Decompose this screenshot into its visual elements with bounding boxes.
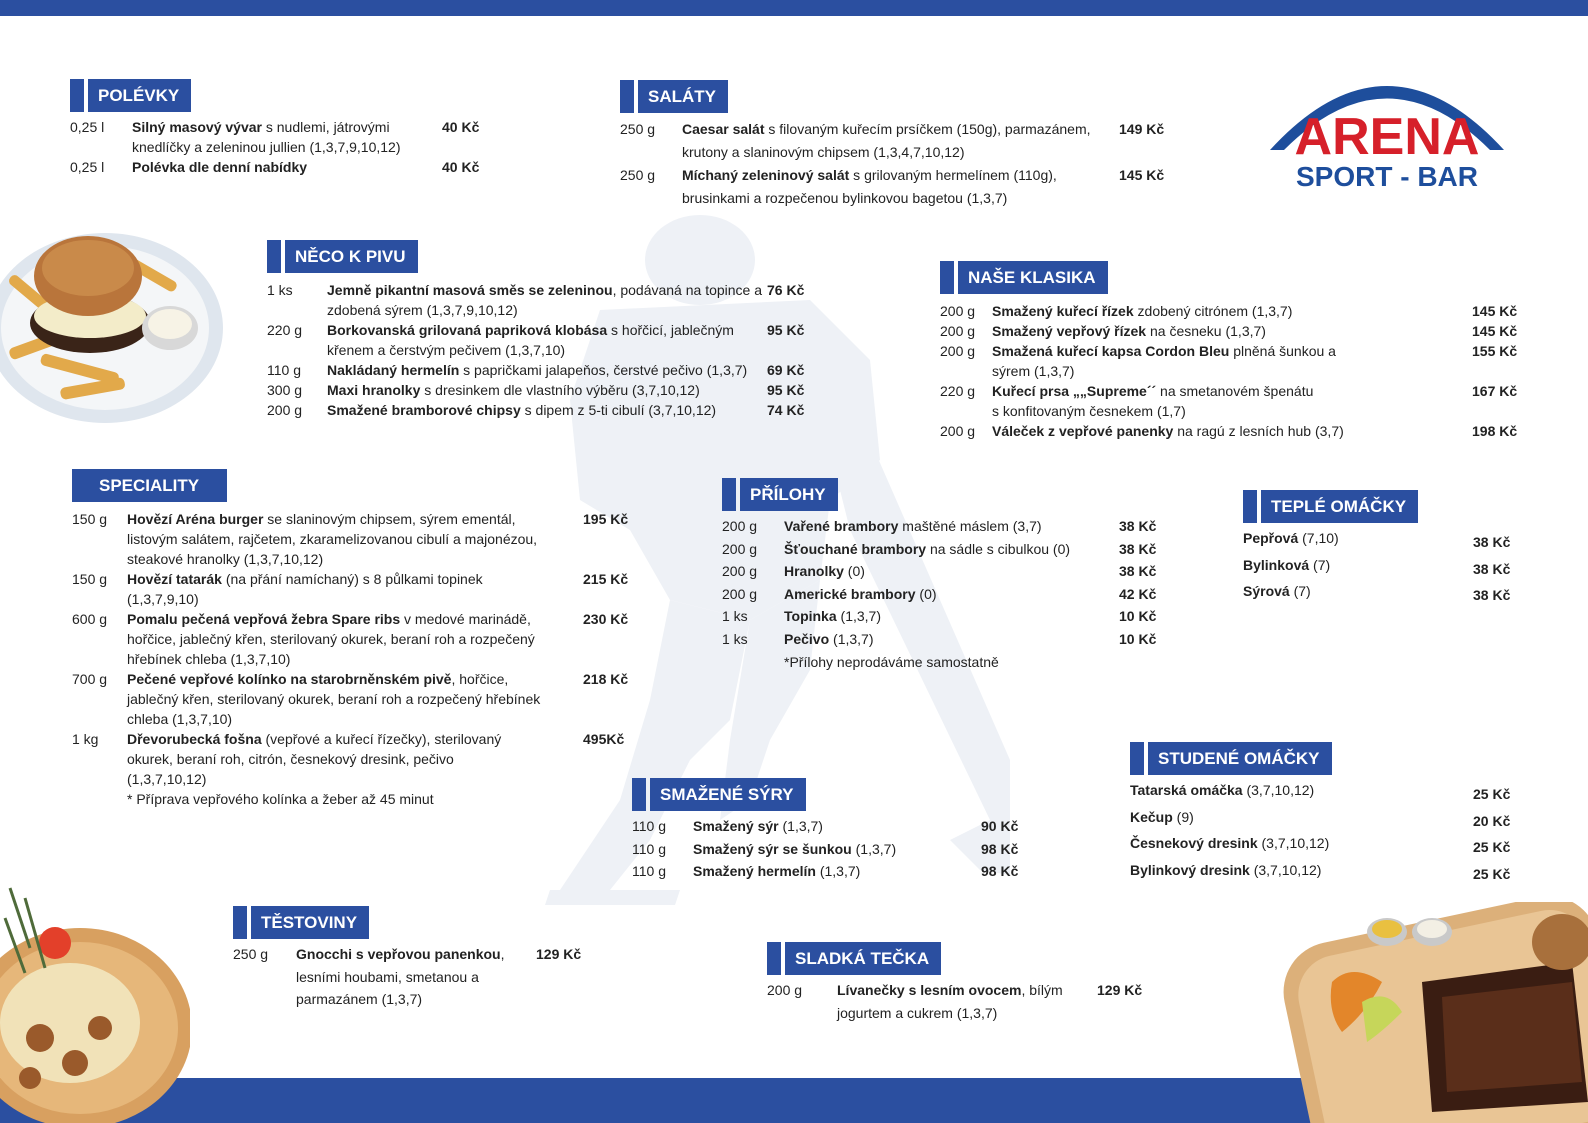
section-header xyxy=(70,79,490,112)
section-header xyxy=(940,261,1520,294)
section-header xyxy=(767,942,1167,975)
item-qty: 200 g xyxy=(940,343,976,359)
menu-item xyxy=(722,560,1182,583)
menu-item xyxy=(722,605,1182,628)
item-name: Smažené bramborové chipsy xyxy=(327,402,521,418)
item-name: Šťouchané brambory xyxy=(784,540,927,557)
section-header xyxy=(233,906,613,939)
item-name: Smažený kuřecí řízek xyxy=(992,303,1134,319)
item-price: 129 Kč xyxy=(536,946,582,962)
item-price: 76 Kč xyxy=(767,282,805,298)
item-desc: na ragú z lesních hub (3,7) xyxy=(1173,423,1344,439)
item-name: Lívanečky s lesním ovocem xyxy=(837,982,1022,998)
section-smazene-syry xyxy=(632,778,1052,883)
item-qty: 700 g xyxy=(72,671,108,687)
item-qty: 200 g xyxy=(267,402,303,418)
section-note: * Příprava vepřového kolínka a žeber až 45 minut xyxy=(127,791,434,807)
item-price: 10 Kč xyxy=(1119,630,1157,647)
item-name: Pepřová xyxy=(1243,530,1299,546)
item-desc: (1,3,7) xyxy=(829,630,874,647)
item-qty: 220 g xyxy=(940,383,976,399)
menu-item xyxy=(632,838,1052,861)
menu-item xyxy=(620,164,1180,210)
menu-item xyxy=(233,943,613,1011)
menu-item xyxy=(767,979,1167,1024)
item-name: Sýrová xyxy=(1243,583,1290,599)
item-name: Vařené brambory xyxy=(784,518,899,534)
item-desc: s grilovaným hermelínem (110g), brusinkami a rozpečenou bylinkovou bagetou (1,3,7) xyxy=(682,167,1057,206)
item-qty: 300 g xyxy=(267,382,303,398)
item-desc: s dresinkem dle vlastního výběru (3,7,10,12) xyxy=(420,382,700,398)
item-price: 69 Kč xyxy=(767,362,805,378)
menu-item xyxy=(1130,779,1530,806)
item-name: Silný masový vývar xyxy=(132,119,262,135)
item-name: Česnekový dresink xyxy=(1130,835,1258,851)
menu-item xyxy=(267,380,827,400)
section-header xyxy=(1130,742,1530,775)
menu-item xyxy=(267,280,827,320)
item-name: Váleček z vepřové panenky xyxy=(992,423,1174,439)
item-desc: (3,7,10,12) xyxy=(1249,861,1322,878)
ribs-photo xyxy=(1272,902,1588,1123)
item-price: 95 Kč xyxy=(767,322,805,338)
item-desc: (7) xyxy=(1309,556,1331,573)
item-price: 25 Kč xyxy=(1473,839,1511,855)
item-desc: s hořčicí, jablečným křenem a čerstvým pečivem (1,3,7,10) xyxy=(327,322,734,358)
item-desc: (1,3,7) xyxy=(815,863,861,879)
section-header xyxy=(620,80,1180,113)
item-name: Smažený sýr xyxy=(693,818,779,834)
item-price: 129 Kč xyxy=(1097,982,1143,998)
section-nase-klasika xyxy=(940,261,1520,441)
section-polevky xyxy=(70,79,490,177)
item-qty: 1 kg xyxy=(72,731,99,747)
menu-item xyxy=(72,729,652,789)
item-price: 198 Kč xyxy=(1472,423,1518,439)
item-name: Smažený sýr se šunkou xyxy=(693,840,852,857)
item-desc: (3,7,10,12) xyxy=(1257,835,1330,851)
section-title: SPECIALITY xyxy=(72,469,227,502)
menu-item xyxy=(72,509,652,569)
menu-item xyxy=(620,118,1180,164)
item-name: Hovězí tatarák xyxy=(127,571,222,587)
item-price: 155 Kč xyxy=(1472,343,1518,359)
item-qty: 1 ks xyxy=(722,630,748,647)
item-name: Polévka dle denní nabídky xyxy=(132,159,308,175)
item-qty: 600 g xyxy=(72,611,108,627)
item-qty: 200 g xyxy=(722,585,758,602)
item-price: 42 Kč xyxy=(1119,585,1157,602)
item-qty: 200 g xyxy=(722,518,758,534)
menu-item xyxy=(632,815,1052,838)
section-neco-k-pivu xyxy=(267,240,827,420)
item-name: Pomalu pečená vepřová žebra Spare ribs xyxy=(127,611,401,627)
item-name: Nakládaný hermelín xyxy=(327,362,460,378)
menu-item xyxy=(267,320,827,360)
item-price: 218 Kč xyxy=(583,671,629,687)
item-price: 74 Kč xyxy=(767,402,805,418)
menu-item xyxy=(1243,554,1533,581)
menu-item xyxy=(722,538,1182,561)
item-qty: 220 g xyxy=(267,322,303,338)
item-price: 149 Kč xyxy=(1119,121,1165,137)
item-desc: v medové marinádě, hořčice, jablečný křen, sterilovaný okurek, beraní roh a rozpečený hřebínek chleba (1,3,7,10) xyxy=(127,611,535,667)
item-price: 20 Kč xyxy=(1473,812,1511,829)
item-desc: s filovaným kuřecím prsíčkem (150g), parmazánem, krutony a slaninovým chipsem (1,3,4,7,10,12) xyxy=(682,121,1091,160)
section-title: SMAŽENÉ SÝRY xyxy=(650,778,806,811)
section-title: TĚSTOVINY xyxy=(251,906,369,939)
item-price: 145 Kč xyxy=(1472,323,1518,339)
item-desc: na smetanovém špenátu s konfitovaným česnekem (1,7) xyxy=(992,383,1314,419)
item-name: Caesar salát xyxy=(682,121,765,137)
menu-item xyxy=(940,301,1520,321)
item-desc: maštěné máslem (3,7) xyxy=(898,518,1042,534)
item-desc: (0) xyxy=(915,585,937,602)
item-price: 495Kč xyxy=(583,731,625,747)
item-name: Bylinkový dresink xyxy=(1130,861,1250,878)
item-price: 145 Kč xyxy=(1472,303,1518,319)
item-name: Bylinková xyxy=(1243,556,1310,573)
item-qty: 150 g xyxy=(72,511,108,527)
item-price: 38 Kč xyxy=(1473,587,1511,603)
item-desc: , hořčice, jablečný křen, sterilovaný okurek, beraní roh a rozpečený hřebínek chleba (1,3,7,10) xyxy=(127,671,541,727)
item-qty: 200 g xyxy=(940,423,976,439)
menu-item xyxy=(722,583,1182,606)
menu-item xyxy=(267,400,827,420)
item-name: Dřevorubecká fošna xyxy=(127,731,262,747)
section-prilohy xyxy=(722,478,1182,674)
menu-item xyxy=(72,569,652,609)
menu-item xyxy=(940,341,1520,381)
item-name: Smažený vepřový řízek xyxy=(992,323,1147,339)
item-name: Smažený hermelín xyxy=(693,863,816,879)
item-desc: , podávaná na topince a zdobená sýrem (1,3,7,9,10,12) xyxy=(327,282,763,318)
menu-item xyxy=(1130,832,1530,859)
item-qty: 110 g xyxy=(267,362,301,378)
item-price: 98 Kč xyxy=(981,840,1019,857)
item-desc: , lesními houbami, smetanou a parmazánem (1,3,7) xyxy=(296,946,505,1007)
item-desc: (1,3,7) xyxy=(836,608,881,624)
menu-item xyxy=(72,609,652,669)
item-desc: (0) xyxy=(843,563,865,579)
item-qty: 110 g xyxy=(632,818,666,834)
item-qty: 110 g xyxy=(632,863,666,879)
item-price: 25 Kč xyxy=(1473,865,1511,882)
menu-item xyxy=(70,157,490,177)
item-name: Gnocchi s vepřovou panenkou xyxy=(296,946,501,962)
item-price: 167 Kč xyxy=(1472,383,1518,399)
menu-item xyxy=(1243,580,1533,607)
item-name: Kečup xyxy=(1130,808,1173,825)
menu-item xyxy=(70,117,490,157)
burger-photo xyxy=(0,228,225,428)
item-qty: 200 g xyxy=(940,303,976,319)
section-teple-omacky xyxy=(1243,490,1533,607)
section-title: PŘÍLOHY xyxy=(740,478,838,511)
item-name: Hranolky xyxy=(784,563,844,579)
menu-item xyxy=(940,381,1520,421)
arena-logo xyxy=(1262,62,1512,202)
section-title: STUDENÉ OMÁČKY xyxy=(1148,742,1332,775)
item-price: 230 Kč xyxy=(583,611,629,627)
item-qty: 0,25 l xyxy=(70,119,105,135)
logo-word: ARENA xyxy=(1294,108,1480,166)
section-speciality xyxy=(72,469,652,809)
section-note: *Přílohy neprodáváme samostatně xyxy=(784,654,999,670)
item-name: Hovězí Aréna burger xyxy=(127,511,264,527)
item-desc: zdobený citrónem (1,3,7) xyxy=(1133,303,1293,319)
item-name: Topinka xyxy=(784,608,837,624)
item-qty: 200 g xyxy=(940,323,976,339)
item-qty: 250 g xyxy=(620,121,656,137)
item-name: Smažená kuřecí kapsa Cordon Bleu xyxy=(992,343,1230,359)
item-price: 40 Kč xyxy=(442,159,480,175)
section-studene-omacky xyxy=(1130,742,1530,885)
item-desc: (vepřové a kuřecí řízečky), sterilovaný okurek, beraní roh, citrón, česnekový dresink, pečivo (1,3,7,10,12) xyxy=(127,731,502,787)
item-desc: plněná šunkou a sýrem (1,3,7) xyxy=(992,343,1336,379)
section-testoviny xyxy=(233,906,613,1011)
item-qty: 200 g xyxy=(722,540,758,557)
item-price: 98 Kč xyxy=(981,863,1019,879)
menu-item xyxy=(267,360,827,380)
section-header xyxy=(722,478,1182,511)
item-qty: 250 g xyxy=(620,167,656,183)
section-title: POLÉVKY xyxy=(88,79,191,112)
item-name: Tatarská omáčka xyxy=(1130,782,1243,798)
menu-item xyxy=(1130,806,1530,833)
menu-item xyxy=(72,669,652,729)
item-qty: 150 g xyxy=(72,571,108,587)
section-title: NAŠE KLASIKA xyxy=(958,261,1108,294)
item-price: 10 Kč xyxy=(1119,608,1157,624)
section-header xyxy=(72,469,652,502)
section-sladka-tecka xyxy=(767,942,1167,1024)
item-price: 145 Kč xyxy=(1119,167,1165,183)
menu-item xyxy=(940,321,1520,341)
menu-item xyxy=(632,860,1052,883)
item-qty: 250 g xyxy=(233,946,269,962)
menu-item xyxy=(940,421,1520,441)
item-desc: s nudlemi, játrovými knedlíčky a zeleninou jullien (1,3,7,9,10,12) xyxy=(132,119,401,155)
item-desc: se slaninovým chipsem, sýrem ementál, listovým salátem, rajčetem, zkaramelizovanou cibulí a majonézou, steakové hranolky (1,3,7,10,12) xyxy=(127,511,538,567)
item-name: Jemně pikantní masová směs se zeleninou xyxy=(327,282,613,298)
item-desc: (1,3,7) xyxy=(851,840,897,857)
item-desc: na česneku (1,3,7) xyxy=(1146,323,1266,339)
menu-item xyxy=(722,628,1182,651)
item-price: 95 Kč xyxy=(767,382,805,398)
item-name: Maxi hranolky xyxy=(327,382,421,398)
logo-tagline: SPORT - BAR xyxy=(1296,161,1478,192)
item-name: Kuřecí prsa „„Supreme´´ xyxy=(992,383,1157,399)
section-title: TEPLÉ OMÁČKY xyxy=(1261,490,1418,523)
item-desc: (1,3,7) xyxy=(778,818,823,834)
item-qty: 1 ks xyxy=(722,608,748,624)
item-desc: (7) xyxy=(1289,583,1311,599)
item-desc: (9) xyxy=(1172,808,1194,825)
item-desc: na sádle s cibulkou (0) xyxy=(926,540,1071,557)
item-name: Míchaný zeleninový salát xyxy=(682,167,850,183)
item-desc: s dipem z 5-ti cibulí (3,7,10,12) xyxy=(520,402,717,418)
item-price: 38 Kč xyxy=(1119,563,1157,579)
item-desc: (7,10) xyxy=(1298,530,1339,546)
item-name: Pečivo xyxy=(784,630,830,647)
item-qty: 200 g xyxy=(767,982,803,998)
menu-item xyxy=(1243,527,1533,554)
menu-item xyxy=(722,515,1182,538)
item-price: 25 Kč xyxy=(1473,786,1511,802)
item-price: 215 Kč xyxy=(583,571,629,587)
item-price: 38 Kč xyxy=(1119,540,1157,557)
item-qty: 1 ks xyxy=(267,282,293,298)
item-desc: (3,7,10,12) xyxy=(1242,782,1315,798)
item-price: 195 Kč xyxy=(583,511,629,527)
section-header xyxy=(632,778,1052,811)
item-price: 40 Kč xyxy=(442,119,480,135)
item-desc: s papričkami jalapeňos, čerstvé pečivo (1,3,7) xyxy=(459,362,748,378)
item-qty: 200 g xyxy=(722,563,758,579)
section-header xyxy=(267,240,827,273)
item-price: 38 Kč xyxy=(1473,560,1511,577)
top-bar xyxy=(0,0,1588,16)
item-name: Pečené vepřové kolínko na starobrněnském pivě xyxy=(127,671,452,687)
section-title: NĚCO K PIVU xyxy=(285,240,418,273)
section-header xyxy=(1243,490,1533,523)
item-qty: 0,25 l xyxy=(70,159,105,175)
item-desc: (na přání namíchaný) s 8 půlkami topinek (1,3,7,9,10) xyxy=(127,571,483,607)
item-desc: , bílým jogurtem a cukrem (1,3,7) xyxy=(837,982,1063,1021)
item-price: 90 Kč xyxy=(981,818,1019,834)
section-title: SALÁTY xyxy=(638,80,728,113)
item-name: Borkovanská grilovaná papriková klobása xyxy=(327,322,608,338)
pasta-photo xyxy=(0,878,190,1123)
item-price: 38 Kč xyxy=(1119,518,1157,534)
item-price: 38 Kč xyxy=(1473,534,1511,550)
section-salaty xyxy=(620,80,1180,210)
menu-item xyxy=(1130,859,1530,886)
item-qty: 110 g xyxy=(632,840,666,857)
item-name: Americké brambory xyxy=(784,585,916,602)
section-title: SLADKÁ TEČKA xyxy=(785,942,941,975)
